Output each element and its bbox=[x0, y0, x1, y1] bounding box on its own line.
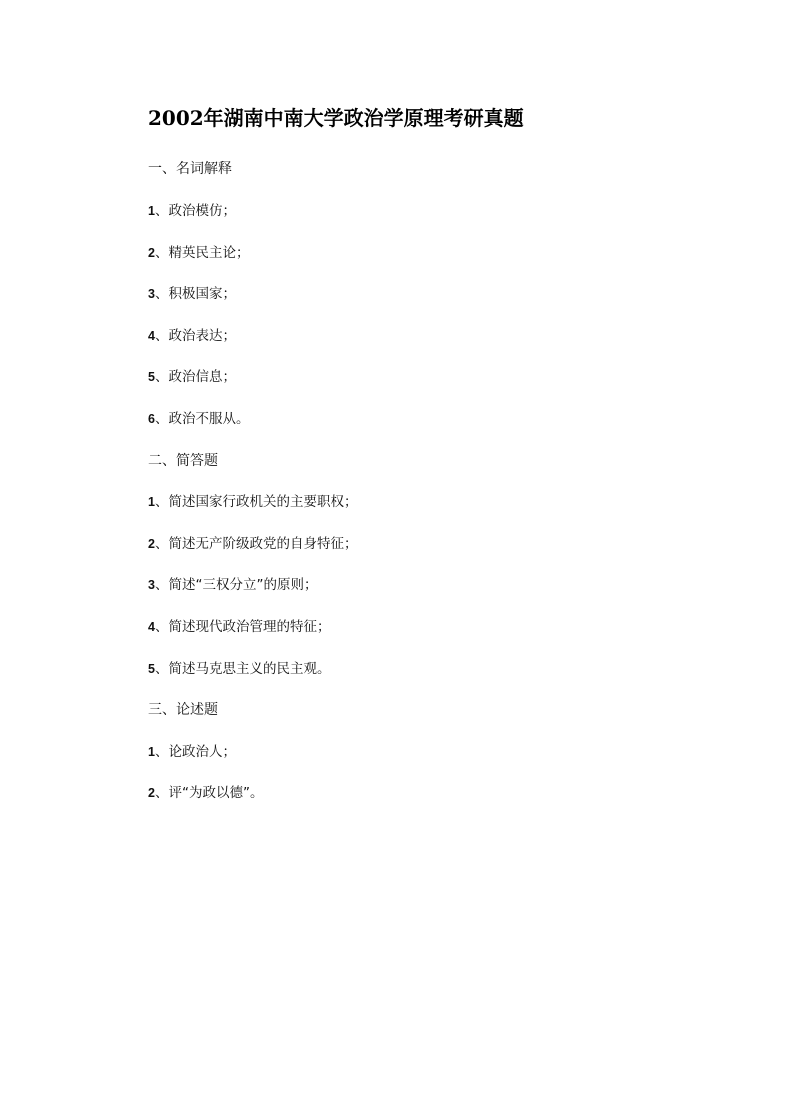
list-item bbox=[148, 285, 236, 303]
section-heading-2: 二、简答题 bbox=[148, 453, 218, 469]
list-item bbox=[148, 368, 236, 386]
item-text: 、政治信息； bbox=[154, 369, 236, 385]
item-number: 3 bbox=[148, 578, 155, 592]
item-text: 、评“为政以德”。 bbox=[154, 785, 264, 801]
list-item bbox=[148, 244, 249, 262]
item-number: 2 bbox=[148, 246, 155, 260]
item-text: 、政治不服从。 bbox=[154, 411, 250, 427]
item-number: 2 bbox=[148, 786, 155, 800]
list-item bbox=[148, 576, 317, 594]
item-text: 、简述现代政治管理的特征； bbox=[154, 619, 331, 635]
item-number: 1 bbox=[148, 204, 155, 218]
document-title: 2002年湖南中南大学政治学原理考研真题 bbox=[148, 106, 524, 130]
list-item bbox=[148, 202, 236, 220]
section-heading-1: 一、名词解释 bbox=[148, 161, 232, 177]
item-number: 4 bbox=[148, 329, 155, 343]
item-number: 3 bbox=[148, 287, 155, 301]
section-heading-3: 三、论述题 bbox=[148, 702, 218, 718]
list-item bbox=[148, 660, 330, 678]
item-text: 、简述国家行政机关的主要职权； bbox=[154, 494, 358, 510]
list-item bbox=[148, 410, 249, 428]
item-text: 、政治模仿； bbox=[154, 203, 236, 219]
item-text: 、简述无产阶级政党的自身特征； bbox=[154, 536, 358, 552]
list-item bbox=[148, 784, 263, 802]
item-text: 、简述“三权分立”的原则； bbox=[154, 577, 318, 593]
list-item bbox=[148, 618, 330, 636]
item-number: 1 bbox=[148, 745, 155, 759]
item-text: 、积极国家； bbox=[154, 286, 236, 302]
item-number: 5 bbox=[148, 370, 155, 384]
list-item bbox=[148, 493, 357, 511]
list-item bbox=[148, 743, 236, 761]
item-number: 4 bbox=[148, 620, 155, 634]
item-text: 、政治表达； bbox=[154, 328, 236, 344]
item-text: 、简述马克思主义的民主观。 bbox=[154, 661, 331, 677]
item-text: 、精英民主论； bbox=[154, 245, 250, 261]
item-number: 6 bbox=[148, 412, 155, 426]
item-number: 5 bbox=[148, 662, 155, 676]
item-text: 、论政治人； bbox=[154, 744, 236, 760]
list-item bbox=[148, 327, 236, 345]
item-number: 2 bbox=[148, 537, 155, 551]
list-item bbox=[148, 535, 357, 553]
item-number: 1 bbox=[148, 495, 155, 509]
